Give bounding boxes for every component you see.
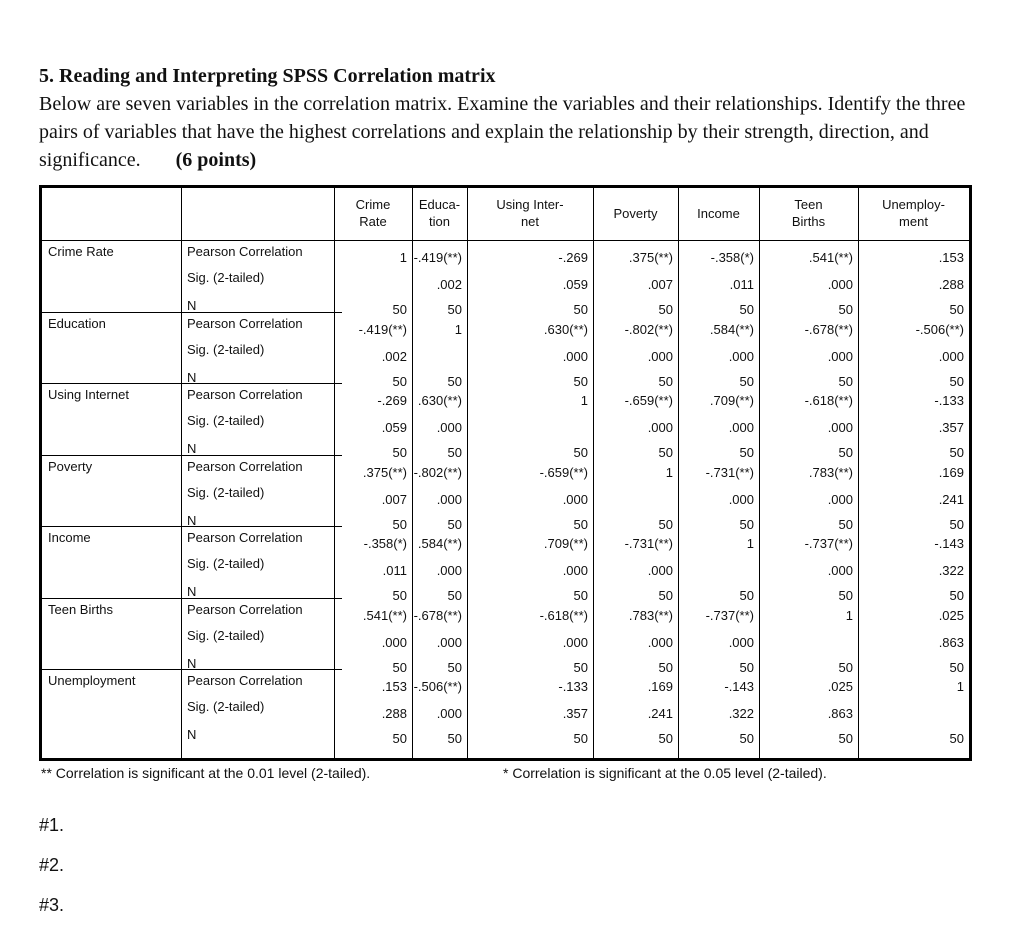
table-cell: .153 xyxy=(381,679,407,694)
table-cell: .002 xyxy=(436,277,462,292)
table-cell: .000 xyxy=(647,563,673,578)
table-column-divider xyxy=(858,188,859,758)
row-label: Teen Births xyxy=(48,601,114,617)
correlation-table xyxy=(39,185,972,761)
table-cell: 50 xyxy=(447,445,462,460)
answer-3-label: #3. xyxy=(39,895,65,915)
table-cell: 50 xyxy=(949,373,964,389)
table-cell: .000 xyxy=(562,634,588,650)
table-cell: .709(**) xyxy=(709,393,754,408)
stat-label: Sig. (2-tailed) xyxy=(187,484,265,500)
table-cell: -.506(**) xyxy=(915,321,964,337)
table-cell: -.419(**) xyxy=(413,250,462,265)
answer-2-label: #2. xyxy=(39,855,65,875)
table-cell: 50 xyxy=(392,588,407,603)
table-cell: -.143 xyxy=(724,679,754,694)
table-cell: -.802(**) xyxy=(413,464,462,480)
table-cell: -.419(**) xyxy=(358,321,407,337)
table-cell: 50 xyxy=(658,373,673,389)
table-cell: .322 xyxy=(938,563,964,578)
table-cell: 50 xyxy=(838,659,853,675)
table-cell: .000 xyxy=(827,277,853,292)
table-cell: 50 xyxy=(949,445,964,460)
stat-label: Sig. (2-tailed) xyxy=(187,556,265,571)
table-cell: -.358(*) xyxy=(363,536,407,551)
table-cell: .000 xyxy=(728,491,754,507)
table-cell: 50 xyxy=(838,445,853,460)
table-cell: 50 xyxy=(658,659,673,675)
table-cell: .783(**) xyxy=(808,464,853,480)
table-column-divider xyxy=(181,188,182,758)
table-cell: -.678(**) xyxy=(804,321,853,337)
table-cell: .375(**) xyxy=(362,464,407,480)
table-cell: 50 xyxy=(392,659,407,675)
table-cell: -.737(**) xyxy=(705,607,754,623)
table-cell: .709(**) xyxy=(543,536,588,551)
table-cell: 50 xyxy=(392,731,407,746)
table-column-divider xyxy=(467,188,468,758)
table-cell: .000 xyxy=(827,348,853,364)
table-cell: 50 xyxy=(658,516,673,532)
table-cell: 50 xyxy=(949,516,964,532)
table-cell: .000 xyxy=(562,348,588,364)
table-cell: .541(**) xyxy=(362,607,407,623)
table-cell: 50 xyxy=(658,302,673,317)
table-cell: -.659(**) xyxy=(539,464,588,480)
stat-label: Pearson Correlation xyxy=(187,530,303,545)
footnote-001: ** Correlation is significant at the 0.01 level (2-tailed). xyxy=(41,765,371,781)
table-cell: .002 xyxy=(381,348,407,364)
table-cell: -.133 xyxy=(558,679,588,694)
table-cell: 50 xyxy=(949,302,964,317)
table-cell: 50 xyxy=(392,302,407,317)
table-cell: 50 xyxy=(447,588,462,603)
stat-label: Pearson Correlation xyxy=(187,244,303,259)
table-cell: .153 xyxy=(938,250,964,265)
stat-label: N xyxy=(187,655,197,671)
table-cell: -.269 xyxy=(558,250,588,265)
table-cell: 50 xyxy=(573,445,588,460)
table-cell: .541(**) xyxy=(808,250,853,265)
column-header: Teen Births xyxy=(791,197,826,229)
table-cell: .357 xyxy=(562,706,588,721)
table-cell: -.618(**) xyxy=(539,607,588,623)
table-cell: .059 xyxy=(381,420,407,435)
table-cell: 50 xyxy=(447,302,462,317)
stat-label: N xyxy=(187,584,197,599)
stat-label: Sig. (2-tailed) xyxy=(187,270,265,285)
table-cell: 50 xyxy=(739,731,754,746)
stat-label: Pearson Correlation xyxy=(187,601,303,617)
table-cell: -.659(**) xyxy=(624,393,673,408)
table-cell: .863 xyxy=(938,634,964,650)
table-cell: 50 xyxy=(838,516,853,532)
table-cell: .169 xyxy=(938,464,964,480)
table-cell: .000 xyxy=(827,420,853,435)
table-cell: -.802(**) xyxy=(624,321,673,337)
table-cell: 50 xyxy=(447,659,462,675)
row-block-divider xyxy=(42,526,342,527)
table-cell: 50 xyxy=(739,373,754,389)
table-cell: .630(**) xyxy=(543,321,588,337)
table-cell: .169 xyxy=(647,679,673,694)
stat-label: N xyxy=(187,441,197,456)
table-cell: 1 xyxy=(665,464,673,480)
table-cell: 50 xyxy=(739,445,754,460)
table-cell: .007 xyxy=(647,277,673,292)
table-cell: .000 xyxy=(728,634,754,650)
table-cell: 50 xyxy=(447,731,462,746)
table-cell: 50 xyxy=(573,588,588,603)
table-cell: .011 xyxy=(729,277,754,292)
stat-label: Sig. (2-tailed) xyxy=(187,627,265,643)
table-cell: -.731(**) xyxy=(705,464,754,480)
table-cell: 50 xyxy=(392,373,407,389)
table-cell: 1 xyxy=(454,321,462,337)
table-cell: .783(**) xyxy=(628,607,673,623)
table-cell: .059 xyxy=(562,277,588,292)
stat-label: Pearson Correlation xyxy=(187,673,303,688)
table-cell: .000 xyxy=(562,563,588,578)
table-column-divider xyxy=(593,188,594,758)
table-header-divider xyxy=(42,240,969,241)
table-cell: 50 xyxy=(949,588,964,603)
table-cell: 50 xyxy=(392,445,407,460)
row-block-divider xyxy=(42,383,342,384)
table-cell: 50 xyxy=(838,588,853,603)
table-cell: .288 xyxy=(938,277,964,292)
table-cell: -.506(**) xyxy=(413,679,462,694)
question-title: 5. Reading and Interpreting SPSS Correlation matrix xyxy=(39,65,496,87)
row-label: Crime Rate xyxy=(48,244,114,259)
table-cell: 50 xyxy=(447,516,462,532)
row-block-divider xyxy=(42,455,342,456)
table-cell: .000 xyxy=(647,348,673,364)
table-column-divider xyxy=(759,188,760,758)
table-cell: -.358(*) xyxy=(710,250,754,265)
stat-label: N xyxy=(187,727,197,742)
table-cell: .011 xyxy=(382,563,407,578)
table-cell: 50 xyxy=(573,516,588,532)
table-cell: .322 xyxy=(728,706,754,721)
table-cell: .000 xyxy=(938,348,964,364)
table-cell: 50 xyxy=(838,373,853,389)
table-cell: .000 xyxy=(728,348,754,364)
table-cell: .000 xyxy=(647,634,673,650)
table-cell: -.269 xyxy=(377,393,407,408)
answer-section xyxy=(39,815,64,935)
table-cell: .007 xyxy=(381,491,407,507)
question-body: Below are seven variables in the correlation matrix. Examine the variables and their relationships. Identify the three pairs of variables that have the highest correlations and explain the relationship by their strength, direction, and significance. xyxy=(39,93,966,171)
footnote-005: * Correlation is significant at the 0.05 level (2-tailed). xyxy=(503,765,827,781)
stat-label: Pearson Correlation xyxy=(187,458,303,474)
table-cell: .000 xyxy=(381,634,407,650)
table-cell: 50 xyxy=(739,588,754,603)
table-cell: 50 xyxy=(573,302,588,317)
table-cell: 50 xyxy=(838,731,853,746)
table-column-divider xyxy=(334,188,335,758)
stat-label: N xyxy=(187,369,197,385)
stat-label: Sig. (2-tailed) xyxy=(187,341,265,357)
table-cell: 1 xyxy=(399,250,407,265)
table-cell: .025 xyxy=(827,679,853,694)
row-label: Using Internet xyxy=(48,387,129,402)
stat-label: Pearson Correlation xyxy=(187,315,303,331)
column-header: Educa- tion xyxy=(418,197,461,229)
table-cell: .630(**) xyxy=(417,393,462,408)
table-cell: 1 xyxy=(580,393,588,408)
table-cell: -.143 xyxy=(934,536,964,551)
table-cell: 50 xyxy=(949,731,964,746)
table-cell: .000 xyxy=(436,420,462,435)
table-cell: .000 xyxy=(562,491,588,507)
stat-label: Sig. (2-tailed) xyxy=(187,413,265,428)
table-cell: 50 xyxy=(949,659,964,675)
table-cell: 50 xyxy=(573,373,588,389)
column-header: Unemploy- ment xyxy=(882,197,945,229)
column-header: Crime Rate xyxy=(355,197,391,229)
table-cell: 50 xyxy=(658,588,673,603)
row-block-divider xyxy=(42,312,342,313)
row-label: Unemployment xyxy=(48,673,136,688)
stat-label: Pearson Correlation xyxy=(187,387,303,402)
table-cell: .000 xyxy=(827,491,853,507)
row-block-divider xyxy=(42,598,342,599)
table-column-divider xyxy=(678,188,679,758)
table-cell: .863 xyxy=(827,706,853,721)
table-cell: -.133 xyxy=(934,393,964,408)
table-cell: 50 xyxy=(838,302,853,317)
stat-label: Sig. (2-tailed) xyxy=(187,699,265,714)
table-cell: .000 xyxy=(728,420,754,435)
table-cell: 50 xyxy=(447,373,462,389)
table-cell: 50 xyxy=(739,516,754,532)
column-header: Income xyxy=(697,206,740,221)
row-block-divider xyxy=(42,669,342,670)
table-cell: -.737(**) xyxy=(804,536,853,551)
row-label: Education xyxy=(48,315,106,331)
table-cell: 1 xyxy=(956,679,964,694)
table-cell: .000 xyxy=(436,634,462,650)
table-cell: 50 xyxy=(392,516,407,532)
table-cell: 1 xyxy=(746,536,754,551)
table-cell: .584(**) xyxy=(417,536,462,551)
question-text xyxy=(39,62,999,174)
table-cell: .025 xyxy=(938,607,964,623)
stat-label: N xyxy=(187,512,197,528)
table-cell: .375(**) xyxy=(628,250,673,265)
answer-1-label: #1. xyxy=(39,815,65,835)
table-cell: 50 xyxy=(658,731,673,746)
table-cell: -.618(**) xyxy=(804,393,853,408)
table-cell: 50 xyxy=(739,302,754,317)
table-cell: .000 xyxy=(827,563,853,578)
row-label: Poverty xyxy=(48,458,93,474)
stat-label: N xyxy=(187,298,197,313)
table-cell: 50 xyxy=(658,445,673,460)
column-header: Using Inter- net xyxy=(496,197,564,229)
table-cell: .241 xyxy=(938,491,964,507)
row-label: Income xyxy=(48,530,91,545)
question-points: (6 points) xyxy=(175,149,257,171)
table-cell: .584(**) xyxy=(709,321,754,337)
table-cell: .000 xyxy=(436,563,462,578)
table-cell: 50 xyxy=(573,659,588,675)
table-cell: .000 xyxy=(436,706,462,721)
table-cell: .000 xyxy=(436,491,462,507)
table-cell: 1 xyxy=(845,607,853,623)
column-header: Poverty xyxy=(613,206,658,221)
table-cell: .357 xyxy=(938,420,964,435)
table-cell: .000 xyxy=(647,420,673,435)
table-cell: -.731(**) xyxy=(624,536,673,551)
table-cell: 50 xyxy=(739,659,754,675)
table-cell: -.678(**) xyxy=(413,607,462,623)
table-cell: .288 xyxy=(381,706,407,721)
table-cell: 50 xyxy=(573,731,588,746)
table-cell: .241 xyxy=(647,706,673,721)
